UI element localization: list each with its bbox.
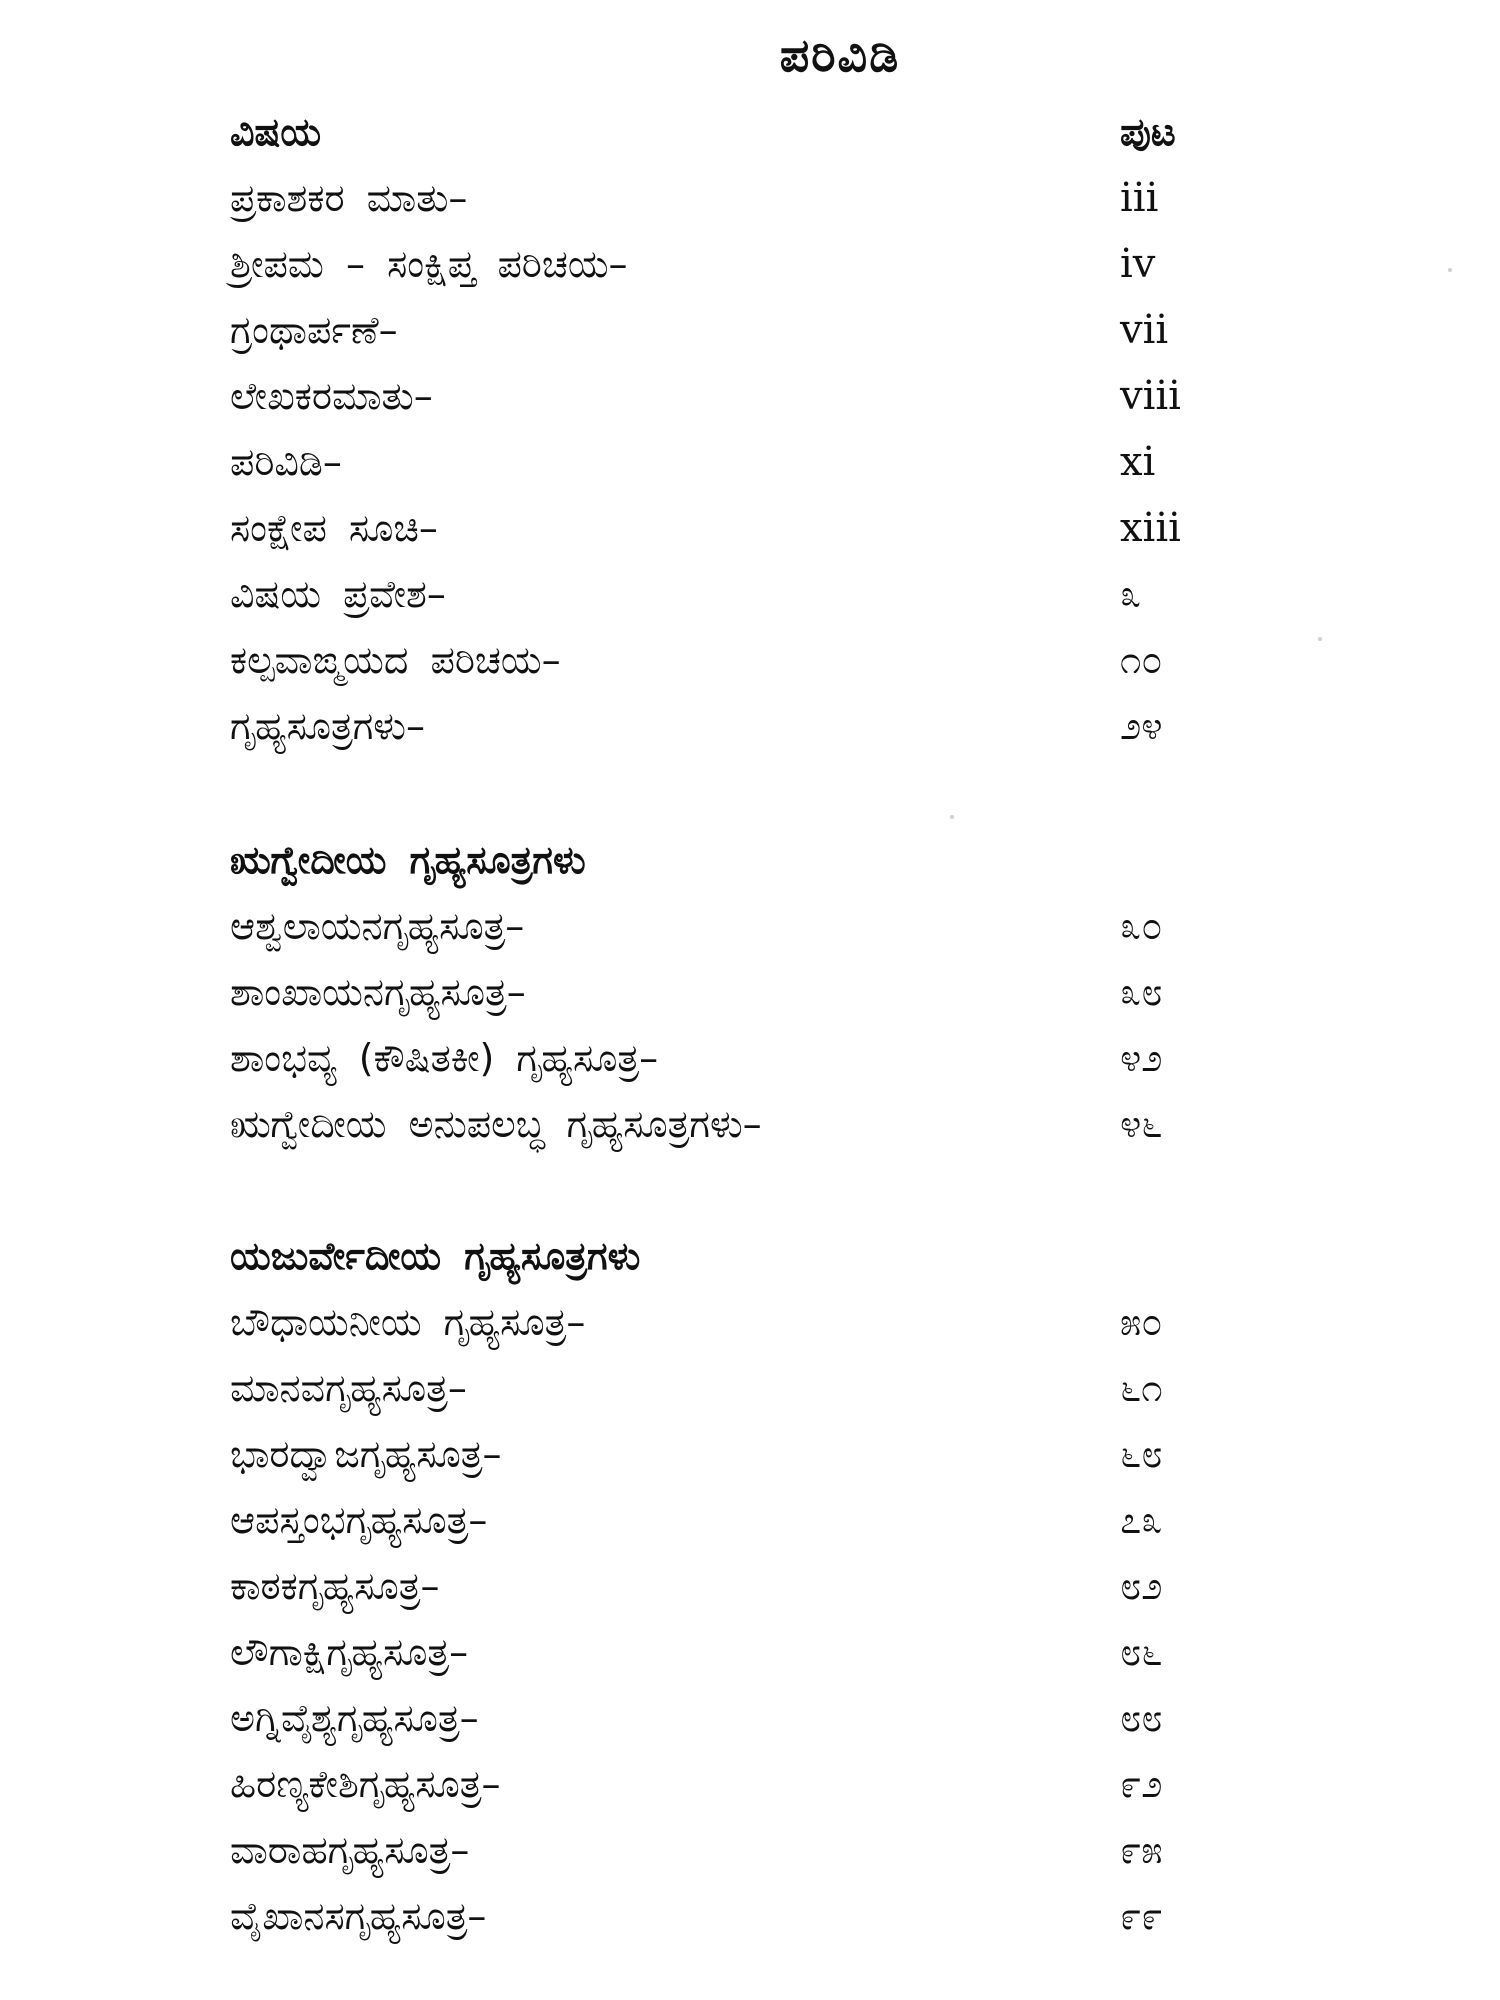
toc-entry-page: vii [1120,307,1169,353]
section-heading-yajurveda: ಯಜುರ್ವೇದೀಯ ಗೃಹ್ಯಸೂತ್ರಗಳು [230,1234,641,1278]
toc-entry-label: ಕಲ್ಪವಾಙ್ಮಯದ ಪರಿಚಯ– [230,638,561,682]
toc-entry-page: ೫೦ [1120,1300,1163,1344]
column-header [230,102,1230,162]
section-heading-rigveda: ಋಗ್ವೇದೀಯ ಗೃಹ್ಯಸೂತ್ರಗಳು [230,838,586,882]
toc-entry-label: ಆಶ್ವಲಾಯನಗೃಹ್ಯಸೂತ್ರ– [230,904,525,948]
toc-entry-page: iv [1120,241,1156,287]
toc-entry[interactable] [230,896,1230,956]
column-header-page: ಪುಟ [1120,110,1176,154]
toc-entry[interactable] [230,1622,1230,1682]
toc-entry[interactable] [230,234,1230,294]
toc-entry[interactable] [230,432,1230,492]
toc-entry-label: ಸಂಕ್ಷೇಪ ಸೂಚಿ– [230,506,438,550]
toc-entry[interactable] [230,366,1230,426]
toc-entry-label: ಲೇಖಕರಮಾತು– [230,374,433,418]
toc-entry-page: ೬೧ [1120,1366,1163,1410]
toc-entry-label: ಪರಿವಿಡಿ– [230,440,342,484]
toc-entry-page: ೩೦ [1120,904,1163,948]
toc-entry-page: ೯೯ [1120,1894,1163,1938]
toc-entry[interactable] [230,1754,1230,1814]
toc-entry-page: viii [1120,373,1181,419]
toc-entry-label: ಹಿರಣ್ಯಕೇಶಿಗೃಹ್ಯಸೂತ್ರ– [230,1762,501,1806]
toc-entry-page: xiii [1120,505,1181,551]
toc-entry-page: iii [1120,175,1159,221]
toc-entry-page: ೩೮ [1120,970,1163,1014]
toc-entry[interactable] [230,1028,1230,1088]
toc-entry-label: ವಿಷಯ ಪ್ರವೇಶ– [230,572,446,616]
toc-entry[interactable] [230,1358,1230,1418]
toc-entry[interactable] [230,1820,1230,1880]
toc-entry-label: ಆಪಸ್ತಂಭಗೃಹ್ಯಸೂತ್ರ– [230,1498,488,1542]
toc-entry[interactable] [230,564,1230,624]
toc-entry-label: ಋಗ್ವೇದೀಯ ಅನುಪಲಬ್ಧ ಗೃಹ್ಯಸೂತ್ರಗಳು– [230,1102,762,1146]
toc-entry-label: ಗ್ರಂಥಾರ್ಪಣೆ– [230,308,398,352]
toc-entry[interactable] [230,1886,1230,1946]
toc-entry-label: ಕಾಠಕಗೃಹ್ಯಸೂತ್ರ– [230,1564,440,1608]
toc-entry-label: ವಾರಾಹಗೃಹ್ಯಸೂತ್ರ– [230,1828,470,1872]
column-header-subject: ವಿಷಯ [230,110,322,154]
toc-entry[interactable] [230,1556,1230,1616]
toc-entry[interactable] [230,168,1230,228]
toc-entry-page: ೭೩ [1120,1498,1163,1542]
toc-entry[interactable] [230,630,1230,690]
toc-entry[interactable] [230,962,1230,1022]
toc-entry-label: ಅಗ್ನಿವೈಶ್ಯಗೃಹ್ಯಸೂತ್ರ– [230,1696,479,1740]
toc-entry-label: ಗೃಹ್ಯಸೂತ್ರಗಳು– [230,704,426,748]
toc-entry-page: ೮೮ [1120,1696,1163,1740]
toc-entry-label: ಶಾಂಭವ್ಯ (ಕೌಷಿತಕೀ) ಗೃಹ್ಯಸೂತ್ರ– [230,1036,659,1080]
toc-entry-label: ಲೌಗಾಕ್ಷಿಗೃಹ್ಯಸೂತ್ರ– [230,1630,469,1674]
toc-entry[interactable] [230,1094,1230,1154]
toc-entry[interactable] [230,498,1230,558]
toc-entry-page: ೧೦ [1120,638,1163,682]
toc-entry[interactable] [230,1688,1230,1748]
toc-entry-label: ಬೌಧಾಯನೀಯ ಗೃಹ್ಯಸೂತ್ರ– [230,1300,586,1344]
toc-entry-page: ೮೬ [1120,1630,1163,1674]
toc-entry-page: ೪೬ [1120,1102,1163,1146]
toc-entry[interactable] [230,1490,1230,1550]
toc-entry-page: ೬೮ [1120,1432,1163,1476]
scan-speck [1448,268,1452,272]
toc-entry-label: ಶಾಂಖಾಯನಗೃಹ್ಯಸೂತ್ರ– [230,970,526,1014]
toc-entry-label: ವೈಖಾನಸಗೃಹ್ಯಸೂತ್ರ– [230,1894,487,1938]
toc-entry-page: ೮೨ [1120,1564,1163,1608]
toc-entry-label: ಮಾನವಗೃಹ್ಯಸೂತ್ರ– [230,1366,467,1410]
toc-entry-label: ಶ್ರೀಪಮ – ಸಂಕ್ಷಿಪ್ತ ಪರಿಚಯ– [230,242,628,286]
toc-entry-page: ೯೫ [1120,1828,1163,1872]
toc-entry[interactable] [230,300,1230,360]
scan-speck [1318,637,1322,641]
toc-entry-page: ೩ [1120,572,1142,616]
scan-speck [950,815,954,819]
toc-entry-label: ಪ್ರಕಾಶಕರ ಮಾತು– [230,176,468,220]
toc-entry-label: ಭಾರದ್ವಾಜಗೃಹ್ಯಸೂತ್ರ– [230,1432,502,1476]
toc-entry[interactable] [230,1292,1230,1352]
toc-entry-page: xi [1120,439,1156,485]
toc-entry-page: ೪೨ [1120,1036,1163,1080]
toc-entry-page: ೯೨ [1120,1762,1163,1806]
toc-entry[interactable] [230,1424,1230,1484]
page-title: ಪರಿವಿಡಿ [779,28,901,82]
toc-entry[interactable] [230,696,1230,756]
toc-entry-page: ೨೪ [1120,704,1163,748]
